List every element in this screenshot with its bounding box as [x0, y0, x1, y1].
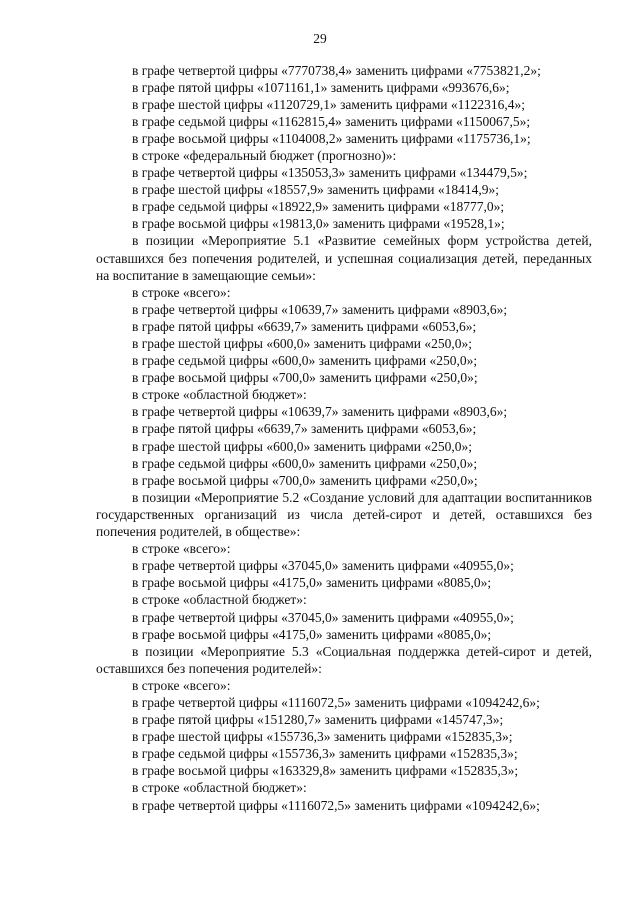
text-line: в графе четвертой цифры «10639,7» заменить цифрами «8903,6»;: [132, 301, 508, 317]
text-line: в графе пятой цифры «6639,7» заменить цифрами «6053,6»;: [132, 421, 477, 437]
text-line: в графе восьмой цифры «4175,0» заменить цифрами «8085,0»;: [132, 626, 492, 642]
page-number: 29: [313, 31, 327, 46]
text-line: в строке «областной бюджет»:: [132, 780, 307, 796]
text-line: в строке «всего»:: [132, 677, 231, 693]
text-line: в графе четвертой цифры «1116072,5» заменить цифрами «1094242,6»;: [132, 797, 540, 813]
text-line: в графе седьмой цифры «600,0» заменить цифрами «250,0»;: [132, 455, 478, 471]
text-line: в графе седьмой цифры «1162815,4» заменить цифрами «1150067,5»;: [132, 113, 531, 129]
paragraph-measure-5-3: в позиции «Мероприятие 5.3 «Социальная поддержка детей-сирот и детей, оставшихся без попечения родителей»:: [96, 643, 592, 676]
text-line: в строке «всего»:: [132, 284, 231, 300]
text-line: в графе шестой цифры «18557,9» заменить цифрами «18414,9»;: [132, 182, 500, 198]
text-line: в графе восьмой цифры «700,0» заменить цифрами «250,0»;: [132, 472, 478, 488]
text-line: в графе пятой цифры «151280,7» заменить цифрами «145747,3»;: [132, 712, 504, 728]
text-line: в графе четвертой цифры «135053,3» заменить цифрами «134479,5»;: [132, 165, 528, 181]
text-line: в графе восьмой цифры «1104008,2» заменить цифрами «1175736,1»;: [132, 130, 531, 146]
text-line: в графе восьмой цифры «19813,0» заменить цифрами «19528,1»;: [132, 216, 505, 232]
text-line: в графе шестой цифры «600,0» заменить цифрами «250,0»;: [132, 438, 473, 454]
document-body: [96, 62, 592, 814]
text-line: в строке «федеральный бюджет (прогнозно)»:: [132, 147, 397, 163]
text-line: в строке «всего»:: [132, 541, 231, 557]
text-line: в графе шестой цифры «600,0» заменить цифрами «250,0»;: [132, 336, 473, 351]
text-line: в графе восьмой цифры «163329,8» заменить цифрами «152835,3»;: [132, 763, 519, 779]
text-line: в графе четвертой цифры «7770738,4» заменить цифрами «7753821,2»;: [132, 62, 541, 78]
text-line: в графе четвертой цифры «37045,0» заменить цифрами «40955,0»;: [132, 558, 514, 574]
text-line: в графе четвертой цифры «10639,7» заменить цифрами «8903,6»;: [132, 404, 508, 420]
text-line: в строке «областной бюджет»:: [132, 592, 307, 608]
text-line: в графе четвертой цифры «37045,0» заменить цифрами «40955,0»;: [132, 609, 514, 625]
text-line: в графе шестой цифры «155736,3» заменить цифрами «152835,3»;: [132, 729, 513, 745]
text-line: в графе шестой цифры «1120729,1» заменить цифрами «1122316,4»;: [132, 96, 526, 112]
text-line: в графе восьмой цифры «700,0» заменить цифрами «250,0»;: [132, 370, 478, 386]
text-line: в графе седьмой цифры «600,0» заменить цифрами «250,0»;: [132, 353, 478, 369]
text-line: в графе пятой цифры «1071161,1» заменить цифрами «993676,6»;: [132, 79, 510, 95]
text-line: в строке «областной бюджет»:: [132, 387, 307, 403]
text-line: в графе седьмой цифры «18922,9» заменить цифрами «18777,0»;: [132, 199, 505, 215]
text-line: в графе пятой цифры «6639,7» заменить цифрами «6053,6»;: [132, 318, 477, 334]
paragraph-measure-5-1: в позиции «Мероприятие 5.1 «Развитие семейных форм устройства детей, оставшихся без попечения родителей, и успешная социализация детей, переданных на воспитание в замещающие семьи»:: [96, 233, 592, 283]
paragraph-measure-5-2: в позиции «Мероприятие 5.2 «Создание условий для адаптации воспитанников государственных организаций из числа детей-сирот и детей, оставшихся без попечения родителей, в обществе»:: [96, 489, 592, 540]
text-line: в графе седьмой цифры «155736,3» заменить цифрами «152835,3»;: [132, 746, 518, 762]
text-line: в графе четвертой цифры «1116072,5» заменить цифрами «1094242,6»;: [132, 694, 540, 710]
text-line: в графе восьмой цифры «4175,0» заменить цифрами «8085,0»;: [132, 575, 492, 591]
